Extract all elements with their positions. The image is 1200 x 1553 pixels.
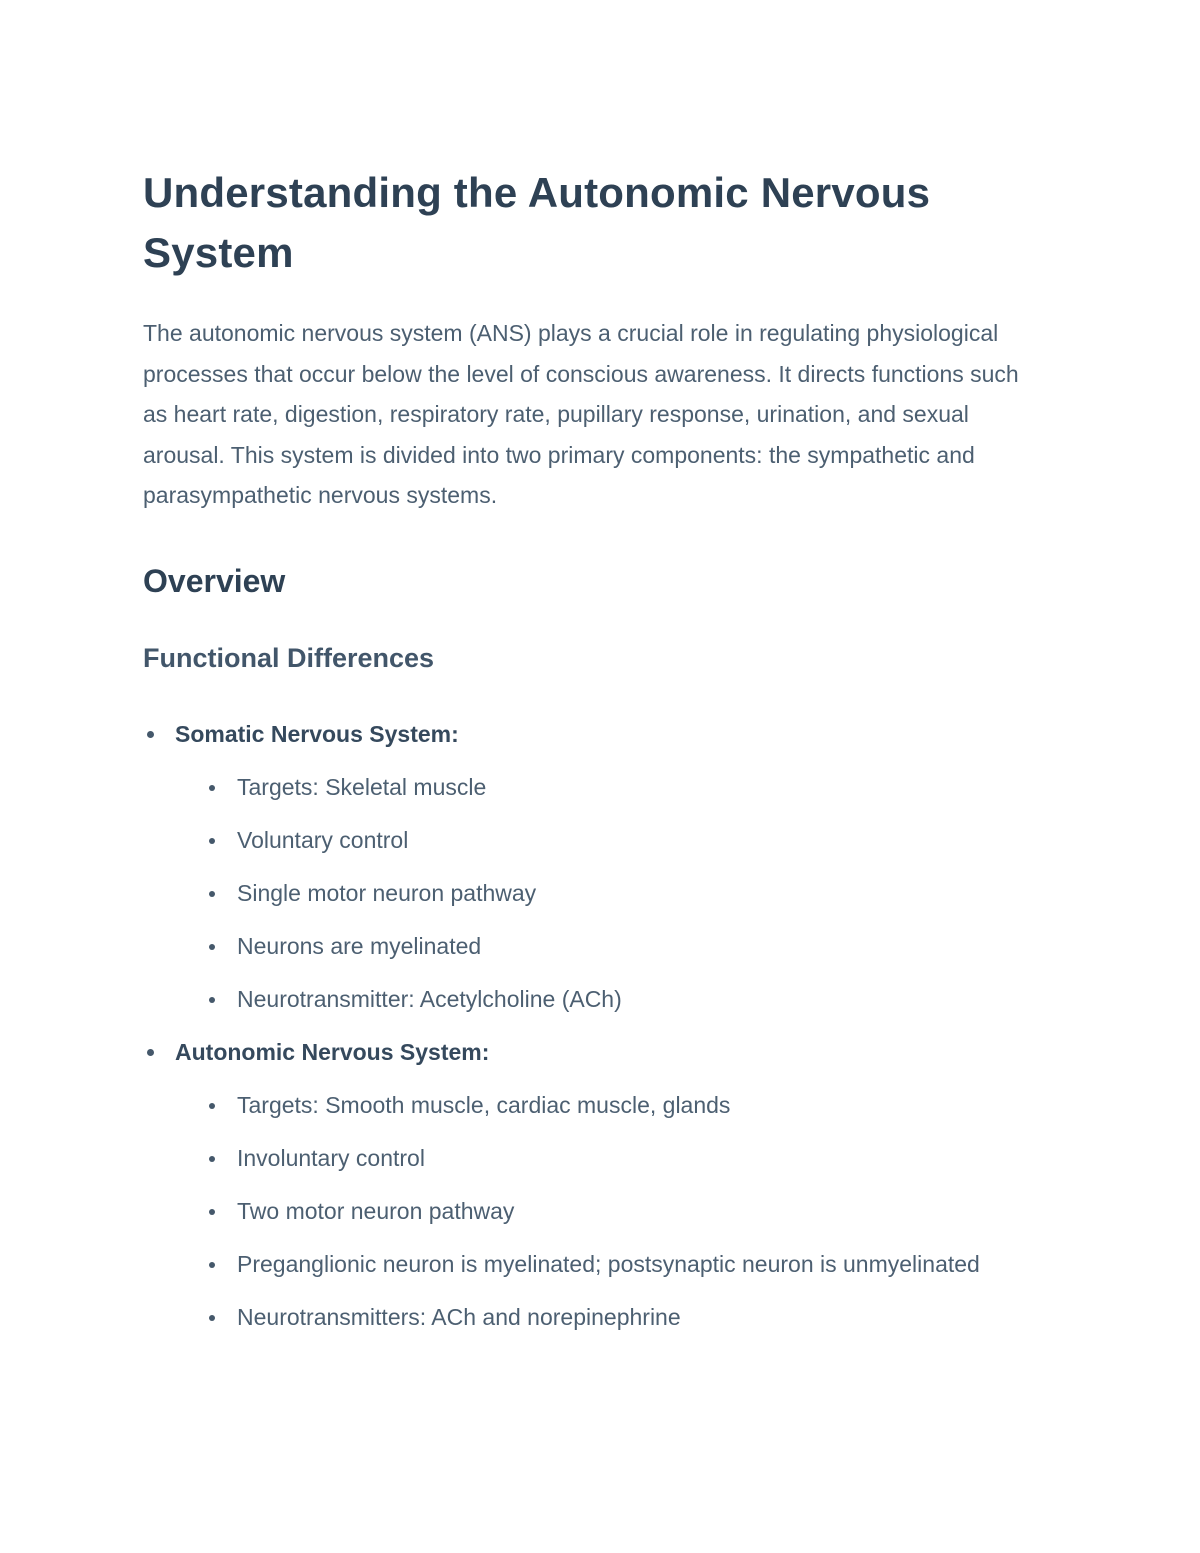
page-title: Understanding the Autonomic Nervous System xyxy=(143,169,931,277)
list-item-text: Neurotransmitters: ACh and norepinephrine xyxy=(237,1304,681,1331)
bullet-icon xyxy=(209,838,215,844)
functional-differences-list xyxy=(143,714,1048,1338)
list-item-text: Neurotransmitter: Acetylcholine (ACh) xyxy=(237,986,622,1013)
list-item-text: Involuntary control xyxy=(237,1145,425,1172)
document-content xyxy=(143,163,1048,1338)
list-item xyxy=(205,767,1048,808)
bullet-icon xyxy=(209,785,215,791)
list-item xyxy=(205,1297,1048,1338)
bullet-icon xyxy=(209,1209,215,1215)
list-item xyxy=(205,1138,1048,1179)
list-item xyxy=(205,873,1048,914)
list-item xyxy=(205,1244,1048,1285)
list-item-header: Somatic Nervous System: xyxy=(175,721,459,748)
list-item-text: Neurons are myelinated xyxy=(237,933,482,960)
bullet-icon xyxy=(209,1156,215,1162)
autonomic-sublist xyxy=(205,1085,1048,1338)
list-item-text: Single motor neuron pathway xyxy=(237,880,537,907)
bullet-icon xyxy=(209,997,215,1003)
list-item-text: Two motor neuron pathway xyxy=(237,1198,515,1225)
bullet-icon xyxy=(209,1103,215,1109)
list-item-text: Preganglionic neuron is myelinated; postsynaptic neuron is unmyelinated xyxy=(237,1251,980,1278)
list-item-text: Targets: Smooth muscle, cardiac muscle, glands xyxy=(237,1092,731,1119)
list-item-header: Autonomic Nervous System: xyxy=(175,1039,490,1066)
list-item xyxy=(205,979,1048,1020)
bullet-icon xyxy=(209,891,215,897)
list-item xyxy=(205,1191,1048,1232)
bullet-icon xyxy=(147,731,154,738)
list-item-autonomic-group xyxy=(143,1032,1048,1338)
bullet-icon xyxy=(209,1315,215,1321)
list-item-text: Voluntary control xyxy=(237,827,409,854)
list-item-text: Targets: Skeletal muscle xyxy=(237,774,487,801)
list-item xyxy=(205,1085,1048,1126)
section-heading-overview: Overview xyxy=(143,562,286,599)
list-item-somatic-group xyxy=(143,714,1048,1020)
bullet-icon xyxy=(147,1049,154,1056)
somatic-sublist xyxy=(205,767,1048,1020)
bullet-icon xyxy=(209,944,215,950)
bullet-icon xyxy=(209,1262,215,1268)
list-item xyxy=(205,820,1048,861)
subsection-heading-functional-differences: Functional Differences xyxy=(143,642,435,673)
intro-paragraph: The autonomic nervous system (ANS) plays a crucial role in regulating physiological processes that occur below the level of conscious awareness. It directs functions such as heart rate, digestion, respiratory rate, pupillary response, urination, and sexual arousal. This system is divided into two primary components: the sympathetic and parasympathetic nervous systems. xyxy=(143,320,1019,509)
list-item xyxy=(205,926,1048,967)
